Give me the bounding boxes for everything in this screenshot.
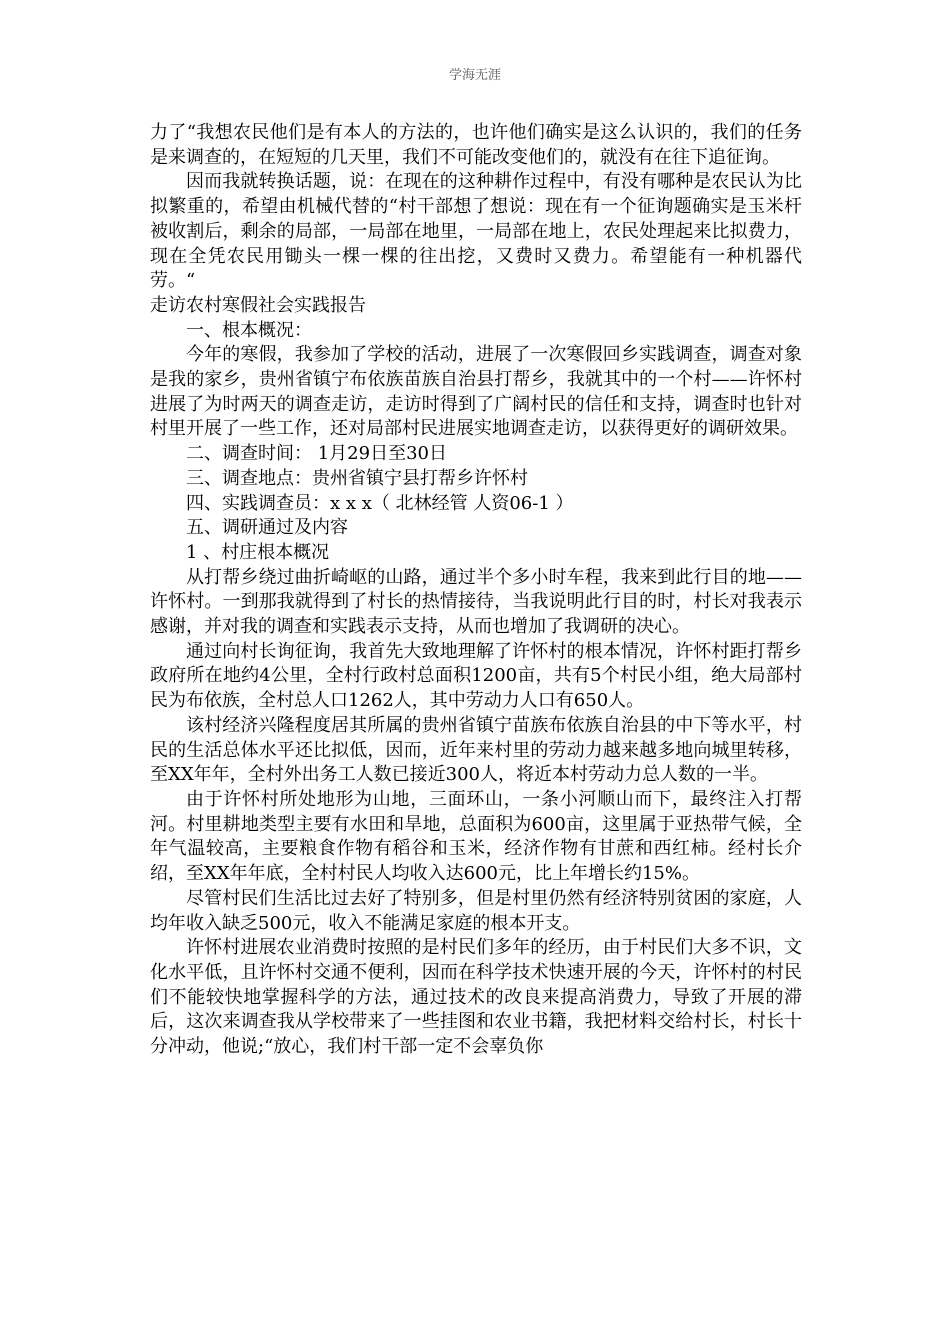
heading-process: 五、调研通过及内容 <box>186 517 348 539</box>
paragraph: 尽管村民们生活比过去好了特别多，但是村里仍然有经济特别贫困的家庭，人均年收入缺乏500元，收入不能满足家庭的根本开支。 <box>150 887 802 934</box>
paragraph: 通过向村长询征询，我首先大致地理解了许怀村的根本情况，许怀村距打帮乡政府所在地约4公里，全村行政村总面积1200亩，共有5个村民小组，绝大局部村民为布依族，全村总人口1262人，其中劳动力人口有650人。 <box>150 640 802 712</box>
paragraph: 许怀村进展农业消费时按照的是村民们多年的经历，由于村民们大多不识，文化水平低，且许怀村交通不便利，因而在科学技术快速开展的今天，许怀村的村民们不能较快地掌握科学的方法，通过技术的改良来提高消费力，导致了开展的滞后，这次来调查我从学校带来了一些挂图和农业书籍，我把材料交给村长，村长十分冲动，他说;“放心，我们村干部一定不会辜负你 <box>150 937 802 1058</box>
heading-basic-overview: 一、根本概况： <box>186 319 312 341</box>
survey-location: 三、调查地点：贵州省镇宁县打帮乡许怀村 <box>186 467 528 489</box>
paragraph: 从打帮乡绕过曲折崎岖的山路，通过半个多小时车程，我来到此行目的地——许怀村。一到那我就得到了村长的热情接待，当我说明此行目的时，村长对我表示感谢，并对我的调查和实践表示支持，从而也增加了我调研的决心。 <box>150 566 802 638</box>
page-header: 学海无涯 <box>448 68 501 83</box>
section-title: 走访农村寒假社会实践报告 <box>150 294 366 316</box>
paragraph: 由于许怀村所处地形为山地，三面环山，一条小河顺山而下，最终注入打帮河。村里耕地类型主要有水田和旱地，总面积为600亩，这里属于亚热带气候，全年气温较高，主要粮食作物有稻谷和玉米，经济作物有甘蔗和西红柿。经村长介绍，至XX年年底，全村村民人均收入达600元，比上年增长约15%。 <box>150 788 802 885</box>
heading-village-overview: 1 、村庄根本概况 <box>186 541 330 563</box>
paragraph: 因而我就转换话题，说：在现在的这种耕作过程中，有没有哪种是农民认为比拟繁重的，希望由机械代替的“村干部想了想说：现在有一个征询题确实是玉米杆被收割后，剩余的局部，一局部在地里，一局部在地上，农民处理起来比拟费力，现在全凭农民用锄头一棵一棵的往出挖，又费时又费力。希望能有一种机器代劳。“ <box>150 171 802 292</box>
paragraph: 今年的寒假，我参加了学校的活动，进展了一次寒假回乡实践调查，调查对象是我的家乡，贵州省镇宁布依族苗族自治县打帮乡，我就其中的一个村——许怀村进展了为时两天的调查走访，走访时得到了广阔村民的信任和支持，调查时也针对村里开展了一些工作，还对局部村民进展实地调查走访，以获得更好的调研效果。 <box>150 344 802 440</box>
paragraph: 力了“我想农民他们是有本人的方法的，也许他们确实是这么认识的，我们的任务是来调查的，在短短的几天里，我们不可能改变他们的，就没有在往下追征询。 <box>150 122 802 168</box>
document-body <box>150 121 802 1060</box>
paragraph: 该村经济兴隆程度居其所属的贵州省镇宁苗族布依族自治县的中下等水平，村民的生活总体水平还比拟低，因而，近年来村里的劳动力越来越多地向城里转移，至XX年年，全村外出务工人数已接近300人，将近本村劳动力总人数的一半。 <box>150 714 802 786</box>
survey-member: 四、实践调查员：x x x（ 北林经管 人资06-1 ） <box>186 492 574 514</box>
survey-time: 二、调查时间： 1月29日至30日 <box>186 443 447 465</box>
